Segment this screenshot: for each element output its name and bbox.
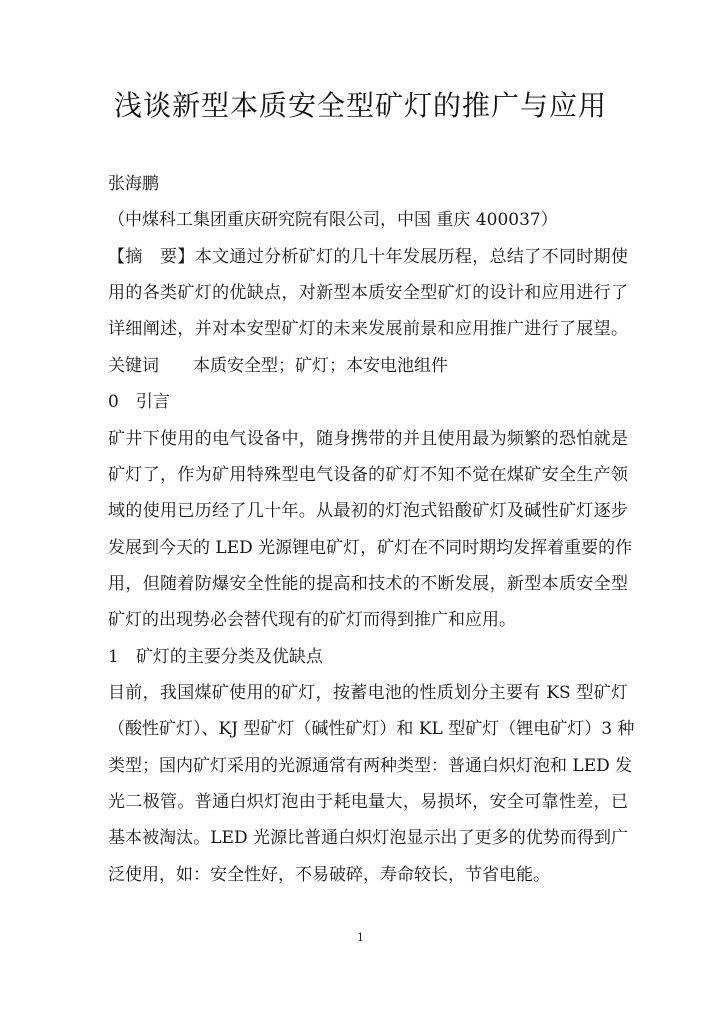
body-line: （酸性矿灯）、KJ 型矿灯（碱性矿灯）和 KL 型矿灯（锂电矿灯）3 种 [108,719,635,739]
body-line: 域的使用已历经了几十年。从最初的灯泡式铅酸矿灯及碱性矿灯逐步 [108,501,628,521]
abstract-line: 用的各类矿灯的优缺点，对新型本质安全型矿灯的设计和应用进行了 [108,283,628,303]
page-number: 1 [357,931,364,944]
body-line: 泛使用，如：安全性好，不易破碎，寿命较长，节省电能。 [108,865,550,885]
section-heading-intro: 0 引言 [108,392,170,412]
body-line: 矿灯的出现势必会替代现有的矿灯而得到推广和应用。 [108,610,516,630]
body-line: 基本被淘汰。LED 光源比普通白炽灯泡显示出了更多的优势而得到广 [108,828,628,848]
body-line: 目前，我国煤矿使用的矿灯，按蓄电池的性质划分主要有 KS 型矿灯 [108,683,628,703]
author: 张海鹏 [108,174,159,194]
body-line: 用，但随着防爆安全性能的提高和技术的不断发展，新型本质安全型 [108,574,628,594]
body-line: 矿井下使用的电气设备中，随身携带的并且使用最为频繁的恐怕就是 [108,429,628,449]
body-line: 发展到今天的 LED 光源锂电矿灯，矿灯在不同时期均发挥着重要的作 [108,538,633,558]
document-title: 浅谈新型本质安全型矿灯的推广与应用 [113,89,607,122]
abstract-line: 【摘 要】本文通过分析矿灯的几十年发展历程，总结了不同时期使 [108,247,628,267]
keywords: 关键词 本质安全型；矿灯；本安电池组件 [108,356,448,376]
body-line: 矿灯了，作为矿用特殊型电气设备的矿灯不知不觉在煤矿安全生产领 [108,465,628,485]
affiliation: （中煤科工集团重庆研究院有限公司，中国 重庆 400037） [108,210,558,230]
body-line: 光二极管。普通白炽灯泡由于耗电量大，易损坏，安全可靠性差，已 [108,792,628,812]
section-heading-classification: 1 矿灯的主要分类及优缺点 [108,647,323,667]
body-line: 类型；国内矿灯采用的光源通常有两种类型：普通白炽灯泡和 LED 发 [108,756,633,776]
abstract-line: 详细阐述，并对本安型矿灯的未来发展前景和应用推广进行了展望。 [108,319,628,339]
